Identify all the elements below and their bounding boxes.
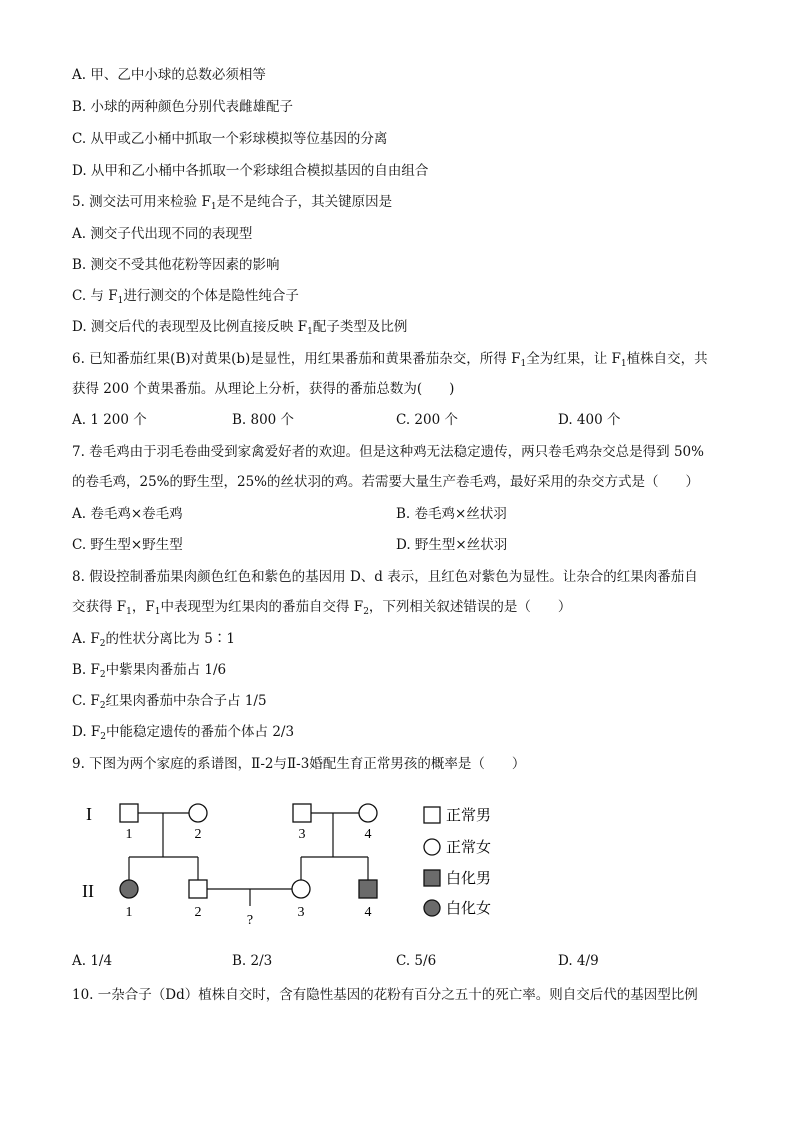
q9-option-b: B. 2/3 [232, 953, 273, 969]
generation-label-2: II [82, 881, 94, 901]
q5-option-a: A. 测交子代出现不同的表现型 [72, 226, 253, 242]
legend-normal-male-label: 正常男 [446, 806, 492, 824]
q6-option-d: D. 400 个 [558, 412, 621, 428]
q7-stem-line1: 7. 卷毛鸡由于羽毛卷曲受到家禽爱好者的欢迎。但是这种鸡无法稳定遗传，两只卷毛鸡杂交总是得到 50% [72, 444, 704, 460]
q7-option-b: B. 卷毛鸡×丝状羽 [396, 506, 507, 522]
q6-option-c: C. 200 个 [396, 412, 458, 428]
q8-option-c: C. $F_2$红果肉番茄中杂合子占 1/5 [72, 693, 267, 711]
pedigree-II1-number: 1 [125, 905, 133, 920]
q4-option-c: C. 从甲或乙小桶中抓取一个彩球模拟等位基因的分离 [72, 131, 388, 147]
pedigree-II4-affected-male [359, 880, 377, 898]
q6-option-b: B. 800 个 [232, 412, 295, 428]
legend-affected-female-label: 白化女 [446, 899, 492, 917]
q6-stem-line1: 6. 已知番茄红果(B)对黄果(b)是显性，用红果番茄和黄果番茄杂交，所得 $F_1$全为红果，让 $F_1$植株自交，共 [72, 351, 708, 369]
pedigree-I2-number: 2 [194, 827, 202, 842]
pedigree-I4-number: 4 [364, 827, 372, 842]
pedigree-I2-normal-female [189, 804, 207, 822]
q9-option-c: C. 5/6 [396, 953, 437, 969]
q6-stem-line2: 获得 200 个黄果番茄。从理论上分析，获得的番茄总数为( ) [72, 381, 455, 397]
pedigree-I3-number: 3 [298, 827, 306, 842]
q6-option-a: A. 1 200 个 [72, 412, 147, 428]
legend-normal-female-icon [424, 839, 440, 855]
q4-option-a: A. 甲、乙中小球的总数必须相等 [72, 67, 266, 83]
legend-affected-male-label: 白化男 [446, 869, 492, 887]
q5-option-c: C. 与 $F_1$进行测交的个体是隐性纯合子 [72, 288, 299, 306]
pedigree-diagram [72, 790, 532, 940]
pedigree-II3-normal-female [292, 880, 310, 898]
legend-normal-female-label: 正常女 [446, 838, 492, 856]
q8-stem-line1: 8. 假设控制番茄果肉颜色红色和紫色的基因用 D、d 表示，且红色对紫色为显性。让杂合的红果肉番茄自 [72, 569, 698, 585]
q4-option-d: D. 从甲和乙小桶中各抓取一个彩球组合模拟基因的自由组合 [72, 163, 429, 179]
q8-option-a: A. $F_2$的性状分离比为 5∶1 [72, 631, 235, 649]
q8-option-d: D. $F_2$中能稳定遗传的番茄个体占 2/3 [72, 724, 295, 742]
q5-option-d: D. 测交后代的表现型及比例直接反映 $F_1$配子类型及比例 [72, 319, 408, 337]
q4-option-b: B. 小球的两种颜色分别代表雌雄配子 [72, 99, 294, 115]
pedigree-I3-normal-male [293, 804, 311, 822]
q8-stem-line2: 交获得 $F_1$，$F_1$中表现型为红果肉的番茄自交得 $F_2$，下列相关叙述错误的是（ ） [72, 599, 572, 617]
pedigree-II4-number: 4 [364, 905, 372, 920]
legend-normal-male-icon [424, 807, 440, 823]
pedigree-II2-number: 2 [194, 905, 202, 920]
q7-option-d: D. 野生型×丝状羽 [396, 537, 508, 553]
pedigree-I1-normal-male [120, 804, 138, 822]
legend-affected-female-icon [424, 900, 440, 916]
q9-stem: 9. 下图为两个家庭的系谱图，Ⅱ-2与Ⅱ-3婚配生育正常男孩的概率是（ ） [72, 756, 526, 772]
q7-option-c: C. 野生型×野生型 [72, 537, 183, 553]
legend-affected-male-icon [424, 870, 440, 886]
q8-option-b: B. $F_2$中紫果肉番茄占 1/6 [72, 662, 227, 680]
q5-stem: 5. 测交法可用来检验 $F_1$是不是纯合子，其关键原因是 [72, 194, 393, 212]
unknown-child-mark: ? [246, 913, 254, 928]
q7-option-a: A. 卷毛鸡×卷毛鸡 [72, 506, 183, 522]
q9-option-d: D. 4/9 [558, 953, 599, 969]
q9-option-a: A. 1/4 [72, 953, 113, 969]
q7-stem-line2: 的卷毛鸡，25%的野生型，25%的丝状羽的鸡。若需要大量生产卷毛鸡，最好采用的杂交方式是（ ） [72, 474, 700, 490]
q10-stem-line1: 10. 一杂合子（Dd）植株自交时，含有隐性基因的花粉有百分之五十的死亡率。则自交后代的基因型比例 [72, 987, 698, 1003]
pedigree-II2-normal-male [189, 880, 207, 898]
q5-option-b: B. 测交不受其他花粉等因素的影响 [72, 257, 280, 273]
pedigree-I4-normal-female [359, 804, 377, 822]
pedigree-II1-affected-female [120, 880, 138, 898]
generation-label-1: I [86, 804, 92, 824]
pedigree-I1-number: 1 [125, 827, 133, 842]
pedigree-II3-number: 3 [297, 905, 305, 920]
